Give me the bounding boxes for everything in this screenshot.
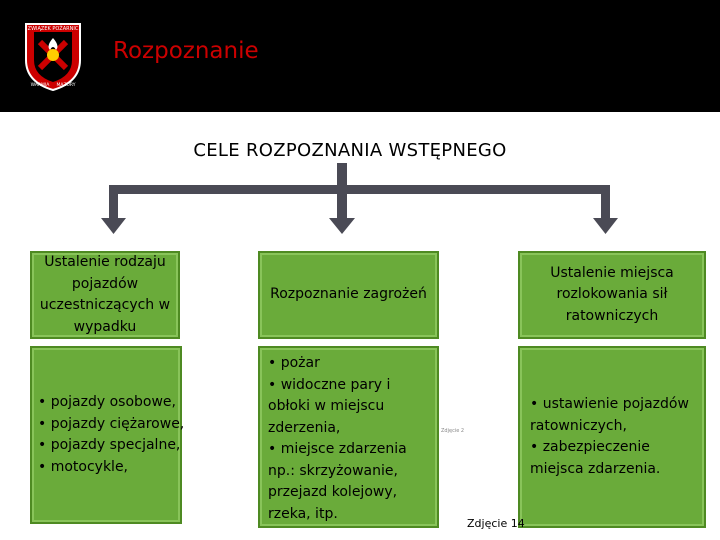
arrow-left-head (101, 218, 126, 234)
list-item: • motocykle, (38, 458, 129, 475)
list-box-vehicle-types (30, 346, 185, 524)
list-item: przejazd kolejowy, (268, 484, 398, 500)
faint-caption: Zdjęcie 2 (441, 428, 465, 434)
svg-text:MAZURY: MAZURY (56, 83, 76, 88)
list-item: • widoczne pary i (268, 376, 391, 393)
arrow-center-shaft (337, 185, 347, 220)
list-item: • ustawienie pojazdów (530, 396, 689, 412)
list-item: • pojazdy ciężarowe, (38, 415, 185, 432)
list-item: rzeka, itp. (268, 505, 338, 522)
list-item: miejsca zdarzenia. (530, 460, 661, 477)
page-title: Rozpoznanie (113, 38, 259, 64)
list-item: ratowniczych, (530, 417, 627, 434)
arrow-center-head (329, 218, 355, 234)
list-item: • pojazdy osobowe, (38, 394, 176, 410)
heading-box-vehicle-types (30, 251, 180, 339)
list-item: • pożar (268, 355, 320, 371)
list-item: obłoki w miejscu (268, 398, 385, 414)
heading-box-rescue-deployment (518, 251, 706, 339)
list-item: • zabezpieczenie (530, 439, 650, 455)
list-item: zderzenia, (268, 419, 341, 436)
list-box-hazards (258, 346, 439, 528)
heading-box-hazards (258, 251, 439, 339)
svg-text:ZWIĄZEK POŻARNIC: ZWIĄZEK POŻARNIC (27, 26, 79, 32)
list-box-rescue-deployment (518, 346, 706, 528)
heading-text: Ustalenie rodzaju pojazdów uczestniczących w wypadku (39, 254, 171, 335)
svg-text:WARMIA: WARMIA (30, 83, 50, 88)
heading-text: Ustalenie miejsca rozlokowania sił ratowniczych (550, 264, 674, 324)
arrow-right-shaft (601, 185, 610, 220)
arrow-right-head (593, 218, 618, 234)
list-item: np.: skrzyżowanie, (268, 462, 398, 479)
list-item: • pojazdy specjalne, (38, 437, 181, 453)
photo-caption: Zdjęcie 14 (467, 517, 525, 530)
list-item: • miejsce zdarzenia (268, 441, 407, 457)
connector-bar (109, 185, 610, 194)
heading-text: Rozpoznanie zagrożeń (270, 286, 427, 303)
diagram-title: CELE ROZPOZNANIA WSTĘPNEGO (193, 140, 507, 161)
arrow-left-shaft (109, 185, 118, 220)
